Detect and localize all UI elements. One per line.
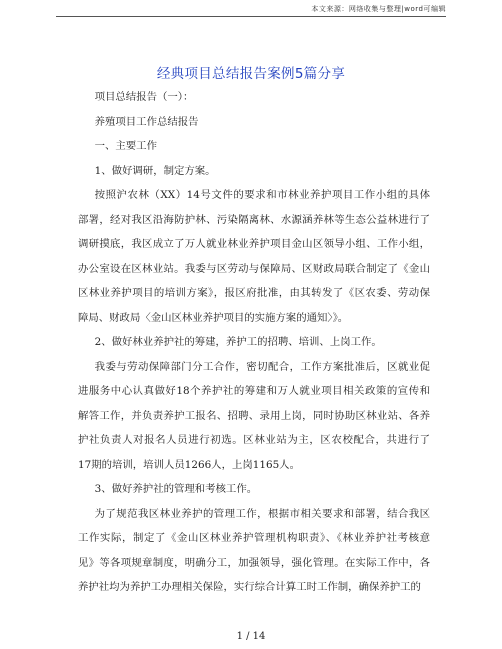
paragraph	[78, 330, 430, 355]
header-rule	[56, 16, 446, 17]
paragraph	[78, 110, 430, 135]
text-line: 养护社均为养护工办理相关保险，实行综合计算工时工作制，确保养护工的	[78, 581, 421, 593]
text-line: 2、做好林业养护社的筹建，养护工的招聘、培训、上岗工作。	[94, 336, 382, 348]
paragraph	[78, 134, 430, 159]
text-line: 障局、财政局〈金山区林业养护项目的实施方案的通知〉》。	[78, 311, 349, 324]
document-title: 经典项目总结报告案例5篇分享	[156, 66, 346, 82]
text-line: 17期的培训，培训人员1266人，上岗1165人。	[78, 458, 300, 471]
paragraph	[78, 159, 430, 184]
text-line: 3、做好养护社的管理和考核工作。	[94, 483, 258, 495]
document-body	[78, 85, 430, 600]
text-line: 见》等各项规章制度，明确分工，加强领导，强化管理。在实际工作中，各	[78, 556, 430, 569]
text-line: 解答工作，并负责养护工报名、招聘、录用上岗，同时协助区林业站、各养	[78, 409, 430, 422]
text-line: 1、做好调研，制定方案。	[94, 164, 216, 177]
text-line: 进服务中心认真做好18个养护社的筹建和万人就业项目相关政策的宣传和	[78, 385, 430, 397]
source-note: 本文来源：网络收集与整理|word可编辑	[311, 5, 446, 13]
paragraph	[78, 502, 430, 600]
text-line: 项目总结报告（一）：	[94, 91, 194, 103]
text-line: 调研摸底，我区成立了万人就业林业养护项目金山区领导小组、工作小组，	[78, 238, 430, 250]
text-line: 按照沪农林（XX）14号文件的要求和市林业养护项目工作小组的具体	[94, 189, 430, 201]
text-line: 工作实际，制定了《金山区林业养护管理机构职责》、《林业养护社考核意	[78, 532, 430, 544]
text-line: 养殖项目工作总结报告	[94, 115, 199, 128]
text-line: 为了规范我区林业养护的管理工作，根据市相关要求和部署，结合我区	[94, 507, 430, 520]
paragraph	[78, 85, 430, 110]
paragraph	[78, 477, 430, 502]
text-line: 我委与劳动保障部门分工合作，密切配合，工作方案批准后，区就业促	[94, 360, 430, 373]
text-line: 区林业养护项目的培训方案》，报区府批准，由其转发了《区农委、劳动保	[78, 287, 430, 299]
text-line: 护社负责人对报名人员进行初选。区林业站为主，区农校配合，共进行了	[78, 434, 430, 446]
page-number: 1 / 14	[236, 631, 266, 642]
text-line: 办公室设在区林业站。我委与区劳动与保障局、区财政局联合制定了《金山	[78, 262, 430, 275]
text-line: 部署，经对我区沿海防护林、污染隔离林、水源涵养林等生态公益林进行了	[78, 213, 430, 226]
paragraph	[78, 355, 430, 478]
text-line: 一、主要工作	[94, 140, 157, 152]
paragraph	[78, 183, 430, 330]
